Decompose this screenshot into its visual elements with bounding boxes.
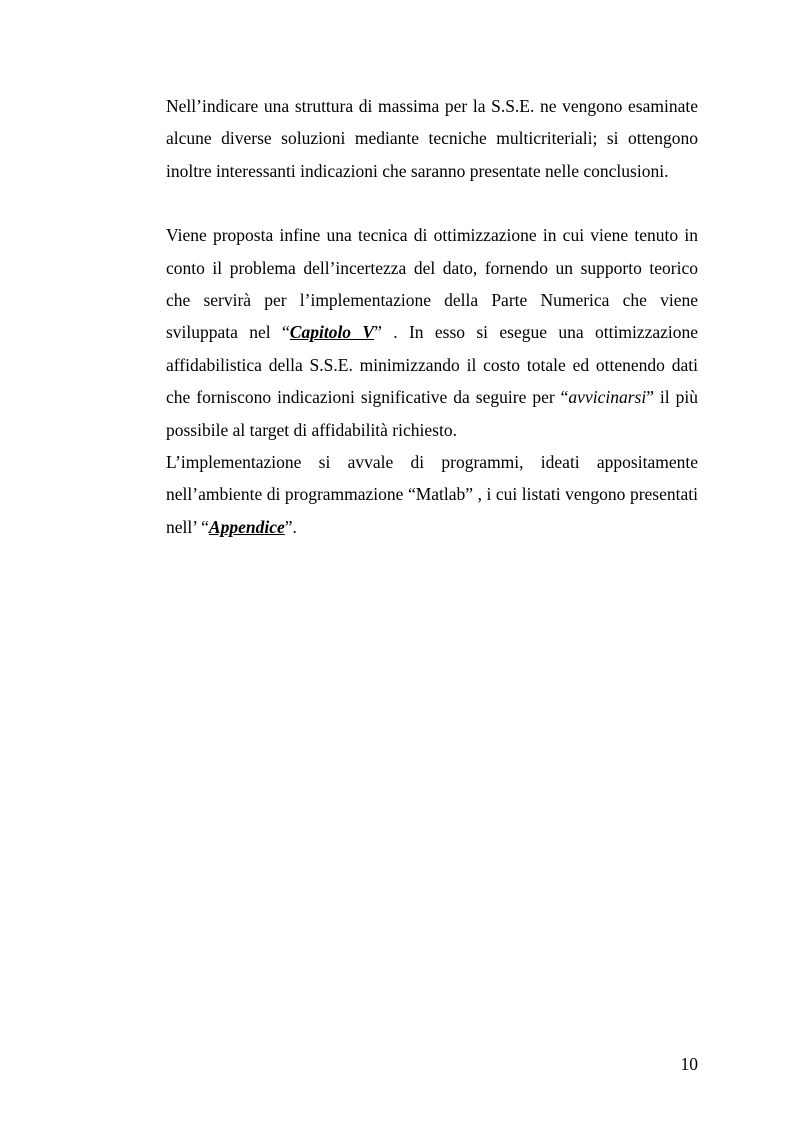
paragraph-implementation xyxy=(166,446,698,543)
paragraph-text: ”. xyxy=(284,516,297,537)
emphasized-word: avvicinarsi xyxy=(568,387,647,408)
paragraph-optimization xyxy=(166,219,698,446)
paragraph-spacer xyxy=(166,187,698,219)
paragraph-text: Viene proposta infine una tecnica di ottimizzazione in cui viene tenuto in conto il problema dell’incertezza del dato, fornendo un supporto teorico che servirà per l’implementazione della Parte Numerica che viene sviluppata nel “ xyxy=(166,225,698,343)
capitolo-v-reference[interactable]: Capitolo V xyxy=(289,322,375,343)
paragraph-sse-structure xyxy=(166,90,698,187)
body-text xyxy=(166,90,698,543)
paragraph-text: ” . In esso si esegue una ottimizzazione affidabilistica della S.S.E. minimizzando il costo totale ed ottenendo dati che forniscono indicazioni significative da seguire per “ xyxy=(166,322,699,408)
appendice-reference[interactable]: Appendice xyxy=(208,516,285,537)
page-number: 10 xyxy=(680,1054,698,1074)
paragraph-text: L’implementazione si avvale di programmi, ideati appositamente nell’ambiente di programmazione “Matlab” , i cui listati vengono presentati nell’ “ xyxy=(166,452,698,537)
paragraph-text: ” il più possibile al target di affidabilità richiesto. xyxy=(166,387,699,440)
paragraph-text: Nell’indicare una struttura di massima per la S.S.E. ne vengono esaminate alcune diverse soluzioni mediante tecniche multicriteriali; si ottengono inoltre interessanti indicazioni che saranno presentate nelle conclusioni. xyxy=(166,96,698,181)
